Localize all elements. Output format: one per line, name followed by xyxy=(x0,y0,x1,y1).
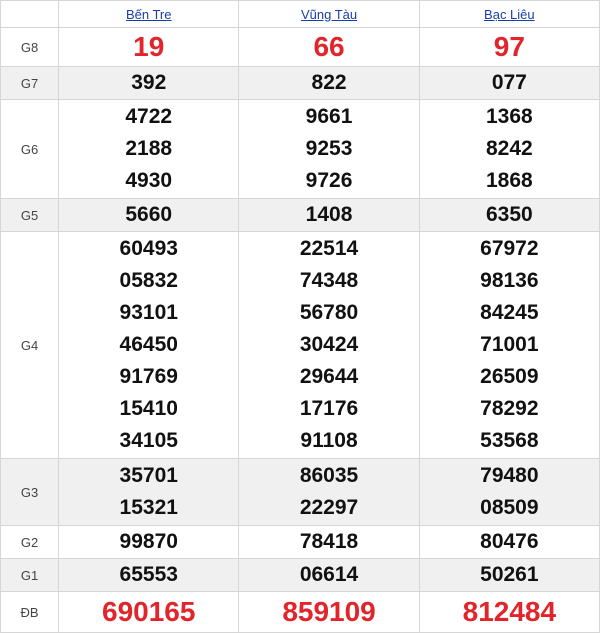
result-number: 34105 xyxy=(119,429,178,452)
prize-label: G8 xyxy=(1,28,59,67)
prize-row xyxy=(1,559,600,592)
result-cell xyxy=(239,199,419,232)
result-number: 4722 xyxy=(125,105,173,128)
result-cell xyxy=(419,100,599,199)
result-cell xyxy=(59,559,239,592)
result-number: 822 xyxy=(311,71,347,94)
prize-row xyxy=(1,592,600,633)
result-number: 4930 xyxy=(125,169,173,192)
result-number: 22297 xyxy=(299,496,359,519)
prize-row xyxy=(1,526,600,559)
result-cell xyxy=(59,28,239,67)
prize-row xyxy=(1,459,600,526)
result-cell xyxy=(419,526,599,559)
result-number: 9253 xyxy=(305,137,353,160)
result-cell xyxy=(239,232,419,459)
prize-label: G1 xyxy=(1,559,59,592)
result-number: 19 xyxy=(133,31,165,62)
result-number: 46450 xyxy=(119,333,178,356)
province-link-bac-lieu[interactable]: Bạc Liêu xyxy=(484,6,535,22)
result-cell xyxy=(239,526,419,559)
prize-label: G3 xyxy=(1,459,59,526)
result-number: 50261 xyxy=(480,563,539,586)
result-number: 6350 xyxy=(485,203,533,226)
result-cell xyxy=(239,28,419,67)
result-number: 97 xyxy=(493,31,525,62)
province-header xyxy=(59,1,239,28)
result-cell xyxy=(419,67,599,100)
result-number: 93101 xyxy=(119,301,178,324)
province-link-vung-tau[interactable]: Vũng Tàu xyxy=(300,6,358,22)
result-number: 84245 xyxy=(480,301,539,324)
prize-row xyxy=(1,28,600,67)
result-number: 690165 xyxy=(102,596,196,627)
result-number: 99870 xyxy=(119,530,178,553)
result-number: 26509 xyxy=(480,365,539,388)
result-cell xyxy=(59,592,239,633)
prize-row xyxy=(1,199,600,232)
prize-row xyxy=(1,100,600,199)
result-cell xyxy=(59,100,239,199)
result-cell xyxy=(239,559,419,592)
results-body xyxy=(1,28,600,633)
result-number: 65553 xyxy=(119,563,178,586)
result-number: 22514 xyxy=(299,237,359,260)
result-cell xyxy=(419,232,599,459)
result-number: 56780 xyxy=(299,301,359,324)
result-cell xyxy=(59,67,239,100)
result-cell xyxy=(59,526,239,559)
prize-label: G6 xyxy=(1,100,59,199)
result-number: 79480 xyxy=(480,464,539,487)
result-cell xyxy=(419,592,599,633)
result-cell xyxy=(59,232,239,459)
result-number: 8242 xyxy=(485,137,533,160)
result-number: 05832 xyxy=(119,269,178,292)
prize-label: G5 xyxy=(1,199,59,232)
result-number: 1408 xyxy=(305,203,353,226)
result-cell xyxy=(59,459,239,526)
result-cell xyxy=(419,28,599,67)
result-number: 74348 xyxy=(299,269,359,292)
result-number: 60493 xyxy=(119,237,178,260)
result-number: 53568 xyxy=(480,429,539,452)
prize-label: G4 xyxy=(1,232,59,459)
province-header xyxy=(419,1,599,28)
result-number: 67972 xyxy=(480,237,539,260)
result-number: 859109 xyxy=(282,596,376,627)
result-cell xyxy=(419,559,599,592)
result-number: 5660 xyxy=(125,203,173,226)
result-number: 17176 xyxy=(299,397,359,420)
result-number: 35701 xyxy=(119,464,178,487)
result-number: 9726 xyxy=(305,169,353,192)
result-number: 91108 xyxy=(300,429,358,452)
result-number: 30424 xyxy=(299,333,359,356)
result-number: 812484 xyxy=(462,596,557,627)
prize-label: G7 xyxy=(1,67,59,100)
result-number: 06614 xyxy=(299,563,359,586)
prize-label: ĐB xyxy=(1,592,59,633)
result-cell xyxy=(239,592,419,633)
result-number: 1368 xyxy=(485,105,533,128)
result-cell xyxy=(239,100,419,199)
result-number: 392 xyxy=(131,71,167,94)
result-number: 29644 xyxy=(299,365,359,388)
header-row xyxy=(1,1,600,28)
result-number: 66 xyxy=(313,31,345,62)
result-number: 78418 xyxy=(299,530,359,553)
result-number: 98136 xyxy=(480,269,539,292)
result-number: 9661 xyxy=(305,105,353,128)
prize-row xyxy=(1,232,600,459)
prize-row xyxy=(1,67,600,100)
corner-cell xyxy=(1,1,59,28)
result-cell xyxy=(239,459,419,526)
result-number: 86035 xyxy=(299,464,359,487)
result-number: 78292 xyxy=(480,397,539,420)
result-number: 08509 xyxy=(480,496,539,519)
result-number: 15321 xyxy=(119,496,178,519)
result-number: 1868 xyxy=(485,169,533,192)
result-number: 077 xyxy=(491,71,527,94)
prize-label: G2 xyxy=(1,526,59,559)
result-number: 15410 xyxy=(119,397,178,420)
result-number: 80476 xyxy=(480,530,539,553)
result-number: 71001 xyxy=(480,333,539,356)
result-cell xyxy=(59,199,239,232)
result-cell xyxy=(419,459,599,526)
result-cell xyxy=(419,199,599,232)
province-link-ben-tre[interactable]: Bến Tre xyxy=(125,6,172,22)
result-number: 91769 xyxy=(119,365,178,388)
result-number: 2188 xyxy=(125,137,173,160)
province-header xyxy=(239,1,419,28)
result-cell xyxy=(239,67,419,100)
